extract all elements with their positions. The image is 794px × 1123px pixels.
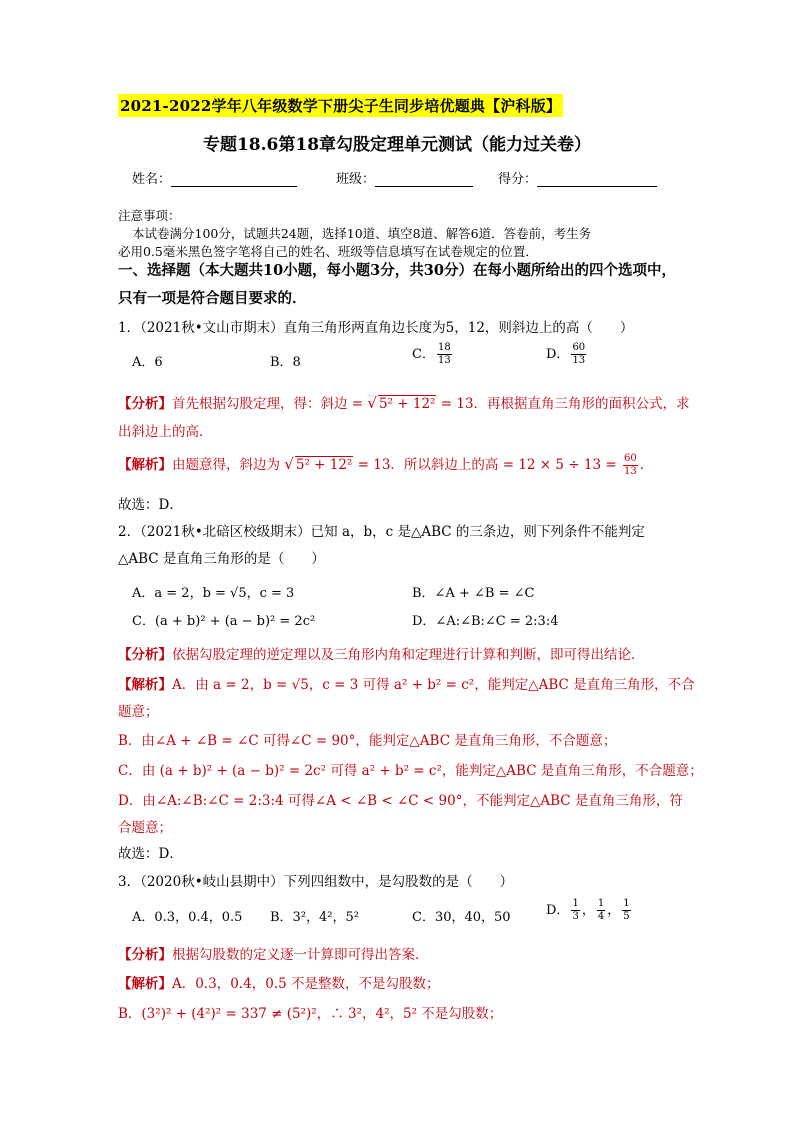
q1-analysis-cont: 出斜边上的高． xyxy=(118,424,213,440)
class-field[interactable] xyxy=(336,168,473,187)
notice-heading: 注意事项： xyxy=(118,208,181,223)
fraction-denominator: 5 xyxy=(623,911,630,922)
series-title: 2021-2022学年八年级数学下册尖子生同步培优题典【沪科版】 xyxy=(118,94,563,117)
q3-solution-a: A．0.3，0.4，0.5 不是整数，不是勾股数； xyxy=(172,976,440,992)
q3-analysis-text: 根据勾股数的定义逐一计算即可得出答案． xyxy=(172,947,429,963)
q3-solution xyxy=(118,972,439,992)
q3-option-d: D． $\frac{1}{3}$ ， $\frac{1}{4}$ ， $\frac{1}{5}$ xyxy=(546,898,630,922)
q1-analysis-text: 首先根据勾股定理，得：斜边 xyxy=(172,396,348,412)
q1-option-b: B．8 xyxy=(270,355,301,370)
notice-line-1: 本试卷满分100分，试题共24题，选择10道、填空8道、解答6道．答卷前，考生务 xyxy=(132,226,592,241)
fraction-numerator: 18 xyxy=(437,342,451,353)
q3-analysis xyxy=(118,943,429,963)
fraction-denominator: 13 xyxy=(437,355,451,366)
q1-solution-text: 由题意得，斜边为 xyxy=(172,457,280,473)
q1-answer: 故选：D． xyxy=(118,497,183,513)
q1-option-c-fraction xyxy=(437,342,452,367)
q1-option-a: A．6 xyxy=(132,355,163,370)
q2-solution-a: A．由 a = 2，b = √5，c = 3 可得 a² + b² = c²，能判定△ABC 是直角三角形，不合 xyxy=(172,677,695,693)
q3-option-a: A．0.3，0.4，0.5 xyxy=(132,910,243,925)
q2-option-d: D．∠A:∠B:∠C = 2:3:4 xyxy=(412,614,559,629)
q2-solution-d-cont: 合题意； xyxy=(118,820,172,836)
q1-option-c xyxy=(412,342,454,367)
q2-answer: 故选：D． xyxy=(118,846,183,862)
page-title: 专题18.6第18章勾股定理单元测试（能力过关卷） xyxy=(202,135,592,155)
q2-solution-a-cont: 题意； xyxy=(118,704,159,720)
score-label: 得分： xyxy=(498,172,538,187)
sqrt-icon: √ xyxy=(284,455,294,473)
solution-tag: 【解析】 xyxy=(118,677,172,693)
notice-line-2: 必用0.5毫米黑色签字笔将自己的姓名、班级等信息填写在试卷规定的位置． xyxy=(118,244,538,259)
q3-option-c: C．30，40，50 xyxy=(412,910,511,925)
q2-solution-c: C．由 (a + b)² + (a − b)² = 2c² 可得 a² + b² = c²，能判定△ABC 是直角三角形，不合题意； xyxy=(118,763,703,779)
q2-analysis-text: 依据勾股定理的逆定理以及三角形内角和定理进行计算和判断，即可得出结论． xyxy=(172,647,645,663)
q2-analysis xyxy=(118,643,645,663)
q2-option-b: B．∠A + ∠B = ∠C xyxy=(412,586,535,601)
q1-option-d-prefix: D． xyxy=(546,347,570,362)
q3-option-d-fraction-1 xyxy=(571,898,579,923)
fraction-denominator: 13 xyxy=(623,466,637,477)
q1-analysis-text-2: = 13．再根据直角三角形的面积公式，求 xyxy=(440,396,690,412)
fraction-denominator: 3 xyxy=(572,911,579,922)
q3-option-d-prefix: D． xyxy=(546,903,570,918)
fraction-numerator: 1 xyxy=(623,898,630,909)
q2-solution xyxy=(118,673,695,693)
q3-option-d-fraction-2 xyxy=(597,898,605,923)
q2-option-a: A．a = 2，b = √5，c = 3 xyxy=(132,586,295,601)
score-blank[interactable] xyxy=(537,172,657,187)
q1-analysis-sqrt: 5² + 12² xyxy=(378,396,436,412)
sqrt-icon: √ xyxy=(367,394,377,412)
q1-option-d xyxy=(546,342,588,367)
analysis-tag: 【分析】 xyxy=(118,396,172,412)
fraction-numerator: 1 xyxy=(597,898,605,909)
solution-tag: 【解析】 xyxy=(118,457,172,473)
q2-stem: 2．（2021秋•北碚区校级期末）已知 a，b，c 是△ABC 的三条边，则下列条件不能判定 xyxy=(118,524,645,540)
fraction-denominator: 4 xyxy=(597,911,605,922)
name-field[interactable] xyxy=(132,168,297,187)
q2-solution-b: B．由∠A + ∠B = ∠C 可得∠C = 90°，能判定△ABC 是直角三角形，不合题意； xyxy=(118,733,617,749)
q2-solution-d: D．由∠A:∠B:∠C = 2:3:4 可得∠A < ∠B < ∠C < 90°，不能判定△ABC 是直角三角形，符 xyxy=(118,793,683,809)
q3-stem: 3．（2020秋•岐山县期中）下列四组数中，是勾股数的是（ ） xyxy=(118,874,514,890)
q3-option-d-fraction-3 xyxy=(622,898,630,923)
fraction-numerator: 60 xyxy=(623,453,637,464)
q1-solution: 【解析】由题意得，斜边为 √ 5² + 12² = 13．所以斜边上的高 = 12 × 5 ÷ 13 = $\frac{60}{13}$ ． xyxy=(118,453,654,477)
analysis-tag: 【分析】 xyxy=(118,647,172,663)
fraction-numerator: 60 xyxy=(572,342,586,353)
analysis-tag: 【分析】 xyxy=(118,947,172,963)
q2-option-c: C．(a + b)² + (a − b)² = 2c² xyxy=(132,614,316,629)
class-label: 班级： xyxy=(336,172,376,187)
name-label: 姓名： xyxy=(132,172,172,187)
q1-option-c-prefix: C． xyxy=(412,347,435,362)
fraction-denominator: 13 xyxy=(572,355,586,366)
q1-analysis: 【分析】首先根据勾股定理，得：斜边 = √ 5² + 12² = 13．再根据直角三角形的面积公式，求 xyxy=(118,394,690,412)
score-field[interactable] xyxy=(498,168,657,187)
section-1-heading: 一、选择题（本大题共10小题，每小题3分，共30分）在每小题所给出的四个选项中， xyxy=(118,262,676,279)
q1-solution-text-2: = 13．所以斜边上的高 = 12 × 5 ÷ 13 = xyxy=(357,457,617,473)
q1-solution-sqrt: 5² + 12² xyxy=(295,457,353,473)
section-1-heading-cont: 只有一项是符合题目要求的． xyxy=(118,290,307,307)
class-blank[interactable] xyxy=(375,172,473,187)
q1-stem: 1．（2021秋•文山市期末）直角三角形两直角边长度为5，12，则斜边上的高（ ） xyxy=(118,320,634,336)
q3-solution-b: B．(3²)² + (4²)² = 337 ≠ (5²)²，∴ 3²，4²，5² 不是勾股数； xyxy=(118,1006,503,1022)
name-blank[interactable] xyxy=(171,172,297,187)
q2-stem-cont: △ABC 是直角三角形的是（ ） xyxy=(118,551,325,567)
q1-solution-fraction xyxy=(623,453,638,478)
solution-tag: 【解析】 xyxy=(118,976,172,992)
fraction-numerator: 1 xyxy=(572,898,579,909)
q1-option-d-fraction xyxy=(571,342,586,367)
q3-option-b: B．3²，4²，5² xyxy=(270,910,360,925)
